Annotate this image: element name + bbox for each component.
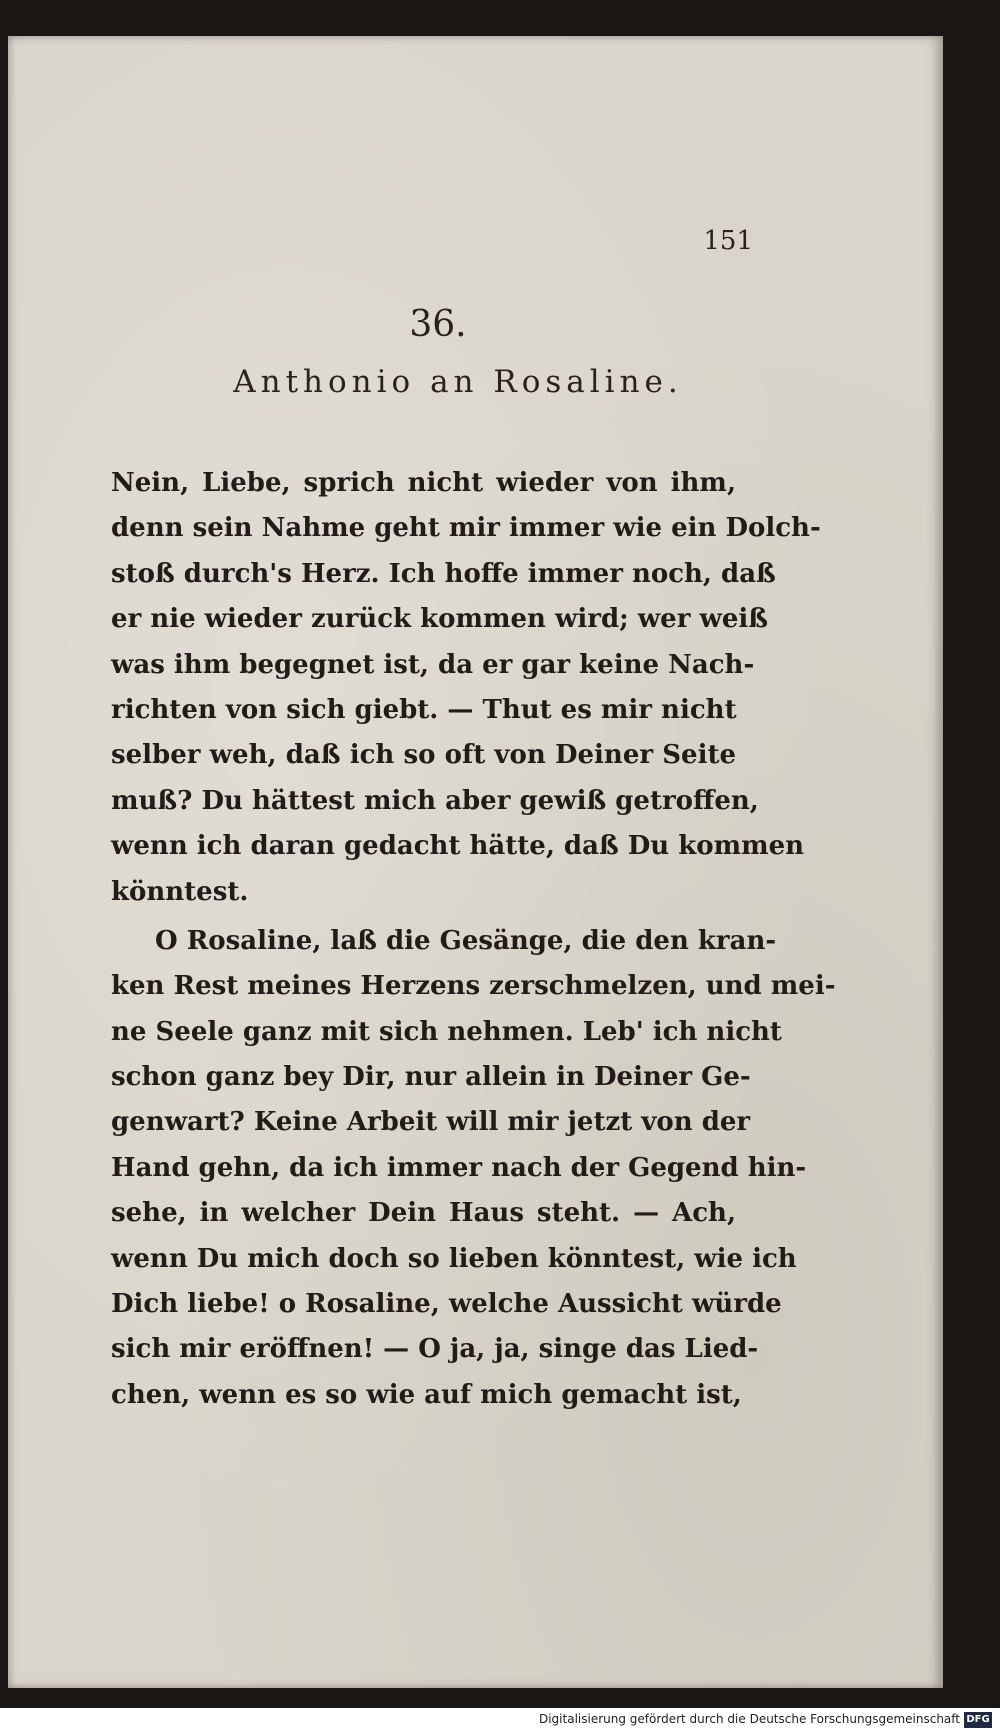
text-line: denn sein Nahme geht mir immer wie ein Dolch-	[111, 513, 821, 544]
text-line: Nein, Liebe, sprich nicht wieder von ihm,	[111, 468, 736, 498]
text-line: was ihm begegnet ist, da er gar keine Nach-	[111, 649, 755, 680]
chapter-title: Anthonio an Rosaline.	[233, 364, 683, 400]
text-line: muß? Du hättest mich aber gewiß getroffen,	[111, 785, 759, 816]
text-line: chen, wenn es so wie auf mich gemacht ist,	[111, 1379, 742, 1410]
text-line: O Rosaline, laß die Gesänge, die den kran-	[155, 925, 777, 956]
text-line: selber weh, daß ich so oft von Deiner Seite	[111, 740, 736, 771]
text-line: er nie wieder zurück kommen wird; wer weiß	[111, 604, 768, 635]
text-line: sehe, in welcher Dein Haus steht. — Ach,	[111, 1198, 736, 1229]
text-line: Hand gehn, da ich immer nach der Gegend hin-	[111, 1152, 807, 1183]
text-line: ken Rest meines Herzens zerschmelzen, und mei-	[111, 971, 836, 1002]
text-line: Dich liebe! o Rosaline, welche Aussicht würde	[111, 1289, 782, 1320]
page-number: 151	[703, 226, 753, 256]
funding-notice: Digitalisierung gefördert durch die Deutsche Forschungsgemeinschaft	[538, 1712, 960, 1726]
text-line: richten von sich giebt. — Thut es mir nicht	[111, 694, 737, 725]
text-line: genwart? Keine Arbeit will mir jetzt von der	[111, 1107, 751, 1138]
chapter-number: 36.	[409, 304, 467, 345]
letter-text	[111, 461, 836, 1418]
text-line: wenn ich daran gedacht hätte, daß Du kommen	[111, 831, 805, 862]
dfg-logo-icon: DFG	[964, 1712, 992, 1728]
text-line: schon ganz bey Dir, nur allein in Deiner Ge-	[111, 1062, 751, 1093]
footer-bar	[0, 1708, 1000, 1735]
text-line: stoß durch's Herz. Ich hoffe immer noch, daß	[111, 558, 776, 589]
text-line: ne Seele ganz mit sich nehmen. Leb' ich nicht	[111, 1016, 782, 1047]
text-line: könntest.	[111, 876, 249, 907]
book-page	[8, 36, 943, 1688]
text-line: wenn Du mich doch so lieben könntest, wie ich	[111, 1243, 797, 1274]
text-line: sich mir eröffnen! — O ja, ja, singe das Lied-	[111, 1334, 759, 1365]
